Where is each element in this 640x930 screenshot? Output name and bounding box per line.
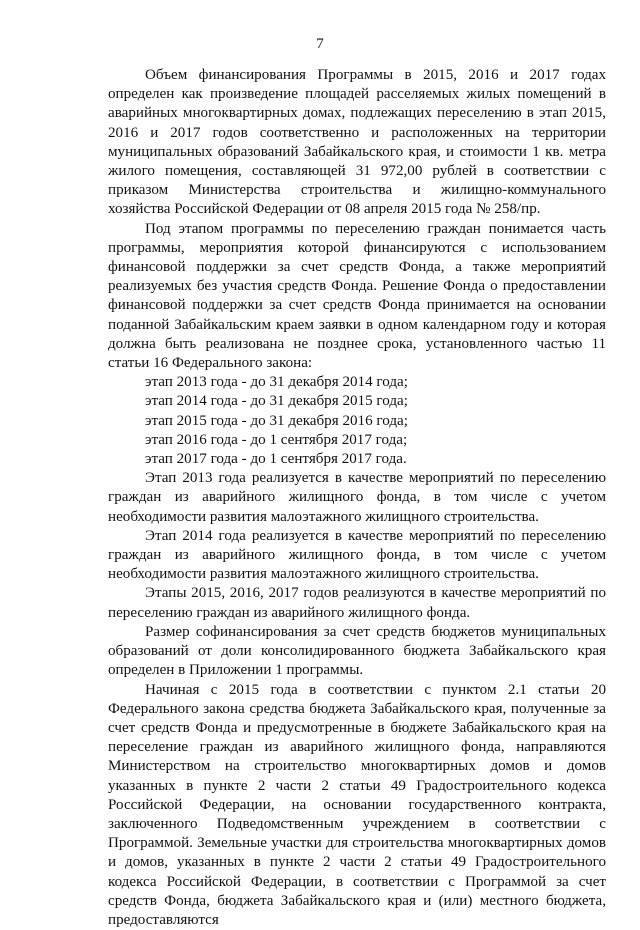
list-item-stage-2016: этап 2016 года - до 1 сентября 2017 года; — [108, 431, 606, 450]
paragraph-stage-2014: Этап 2014 года реализуется в качестве мероприятий по переселению граждан из аварийного жилищного фонда, в том числе с учетом необходимости развития малоэтажного жилищного строительства. — [108, 527, 606, 585]
paragraph-stage-2013: Этап 2013 года реализуется в качестве мероприятий по переселению граждан из аварийного жилищного фонда, в том числе с учетом необходимости развития малоэтажного жилищного строительства. — [108, 469, 606, 527]
list-item-stage-2017: этап 2017 года - до 1 сентября 2017 года. — [108, 450, 606, 469]
paragraph-financing-volume: Объем финансирования Программы в 2015, 2016 и 2017 годах определен как произведение площадей расселяемых жилых помещений в аварийных многоквартирных домах, подлежащих переселению в этап 2015, 2016 и 2017 годов соответственно и расположенных на территории муниципальных образований Забайкальского края, и стоимости 1 кв. метра жилого помещения, составляющей 31 972,00 рублей в соответствии с приказом Министерства строительства и жилищно-коммунального хозяйства Российской Федерации от 08 апреля 2015 года № 258/пр. — [108, 66, 606, 220]
paragraph-cofinancing: Размер софинансирования за счет средств бюджетов муниципальных образований от доли консолидированного бюджета Забайкальского края определен в Приложении 1 программы. — [108, 623, 606, 681]
page-number: 7 — [0, 36, 640, 53]
list-item-stage-2014: этап 2014 года - до 31 декабря 2015 года; — [108, 392, 606, 411]
paragraph-stage-definition: Под этапом программы по переселению граждан понимается часть программы, мероприятия которой финансируются с использованием финансовой поддержки за счет средств Фонда, а также мероприятий реализуемых без участия средств Фонда. Решение Фонда о предоставлении финансовой поддержки за счет средств Фонда принимается на основании поданной Забайкальским краем заявки в одном календарном году и которая должна быть реализована не позднее срока, установленного частью 11 статьи 16 Федерального закона: — [108, 220, 606, 374]
document-body — [108, 66, 606, 930]
paragraph-stages-2015-2017: Этапы 2015, 2016, 2017 годов реализуются в качестве мероприятий по переселению граждан из аварийного жилищного фонда. — [108, 584, 606, 622]
list-item-stage-2015: этап 2015 года - до 31 декабря 2016 года; — [108, 412, 606, 431]
paragraph-budget-funds: Начиная с 2015 года в соответствии с пунктом 2.1 статьи 20 Федерального закона средства бюджета Забайкальского края, полученные за счет средств Фонда и предусмотренные в бюджете Забайкальского края на переселение граждан из аварийного жилищного фонда, направляются Министерством на строительство многоквартирных домов и домов указанных в пункте 2 части 2 статьи 49 Градостроительного кодекса Российской Федерации, на основании государственного контракта, заключенного Подведомственным учреждением в соответствии с Программой. Земельные участки для строительства многоквартирных домов и домов, указанных в пункте 2 части 2 статьи 49 Градостроительного кодекса Российской Федерации, в соответствии с Программой за счет средств Фонда, бюджета Забайкальского края и (или) местного бюджета, предоставляются — [108, 681, 606, 930]
list-item-stage-2013: этап 2013 года - до 31 декабря 2014 года; — [108, 373, 606, 392]
